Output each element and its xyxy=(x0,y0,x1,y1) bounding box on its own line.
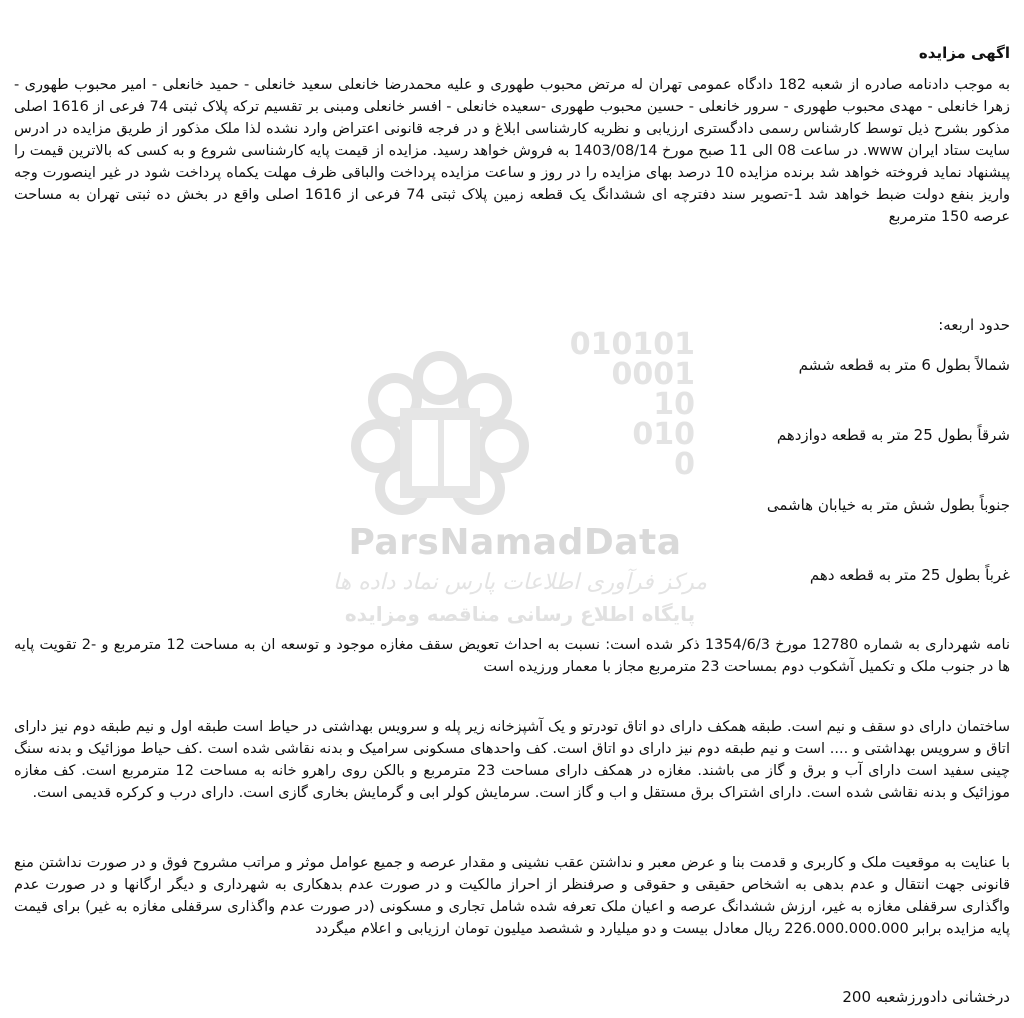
boundary-west: غرباً بطول 25 متر به قطعه دهم xyxy=(809,566,1010,584)
watermark-brand: ParsNamadData xyxy=(348,522,682,563)
municipality-paragraph: نامه شهرداری به شماره 12780 مورخ 1354/6/3 ذکر شده است: نسبت به احداث تعویض سقف مغازه موجود و توسعه ان به مساحت 12 مترمربع و -2 تقویت پایه ها در جنوب ملک و تکمیل آشکوب دوم بمساحت 23 مترمربع مجاز با معمار ورزیده است xyxy=(14,637,1010,675)
watermark xyxy=(300,327,730,650)
watermark-line-1: مرکز فرآوری اطلاعات پارس نماد داده ها xyxy=(332,570,708,595)
watermark-line-2: پایگاه اطلاع رسانی مناقصه ومزایده xyxy=(344,602,696,626)
document-title: اگهی مزایده xyxy=(918,44,1010,62)
watermark-logo-icon xyxy=(340,338,540,518)
boundary-north: شمالاً بطول 6 متر به قطعه ششم xyxy=(798,356,1010,374)
boundary-east: شرقاً بطول 25 متر به قطعه دوازدهم xyxy=(776,426,1010,444)
intro-paragraph: به موجب دادنامه صادره از شعبه 182 دادگاه عمومی تهران له مرتض محبوب طهوری و علیه محمدرضا خانعلی سعید خانعلی - حمید خانعلی - امیر محبوب طهوری - زهرا خانعلی - مهدی محبوب طهوری - سرور خانعلی - حسین محبوب طهوری -سعیده خانعلی - افسر خانعلی ومبنی بر تقسیم ترکه پلاک ثبتی 74 فرعی از 1616 اصلی مذکور بشرح ذیل توسط کارشناس رسمی دادگستری ارزیابی و نظریه کارشناسی ابلاغ و در فرجه قانونی اعتراض وارد نشده لذا ملک مذکور از طریق مزایده در ادرس سایت ستاد ایران www. در ساعت 08 الی 11 صبح مورخ 1403/08/14 به فروش خواهد رسید. مزایده از قیمت پایه کارشناسی شروع و به کسی که بالاترین قیمت را پیشنهاد نماید فروخته خواهد شد برنده مزایده 10 درصد بهای مزایده را در روز و ساعت مزایده پرداخت والباقی ظرف مهلت یکماه پرداخت شود در غیر اینصورت وجه واریز بنفع دولت ضبط خواهد شد 1-تصویر سند دفترچه ای ششدانگ یک قطعه زمین پلاک ثبتی 74 فرعی از 1616 اصلی واقع در بخش ده ثبتی تهران به مساحت عرصه 150 مترمربع xyxy=(14,77,1011,225)
signature: درخشانی دادورزشعبه 200 xyxy=(842,988,1010,1006)
boundaries-title: حدود اربعه: xyxy=(938,316,1010,334)
valuation-paragraph: با عنایت به موقعیت ملک و کاربری و قدمت بنا و عرض معبر و نداشتن عقب نشینی و مقدار عرصه و جمیع عوامل موثر و مراتب مشروح فوق و در صورت نداشتن منع قانونی جهت انتقال و عدم بدهی به اشخاص حقیقی و حقوقی و صرفنظر از احراز مالکیت و در صورت عدم بدهکاری به شهرداری و دیگر ارگانها و در صورت عدم واگذاری سرقفلی مغازه به غیر، ارزش ششدانگ عرصه و اعیان ملک تعرفه شده شامل تجاری و مسکونی (در صورت عدم واگذاری سرقفلی مغازه به غیر) برای قیمت پایه مزایده برابر 226.000.000.000 ریال معادل بیست و دو میلیارد و ششصد میلیون تومان ارزیابی و اعلام میگردد xyxy=(14,855,1010,937)
watermark-digits: 010101 0001 10 010 0 xyxy=(569,327,695,482)
building-paragraph: ساختمان دارای دو سقف و نیم است. طبقه همکف دارای دو اتاق تودرتو و یک آشپزخانه زیر پله و سرویس بهداشتی در حیاط است طبقه اول و نیم طبقه دوم نیز دارای اتاق و سرویس بهداشتی و .... است و نیم طبقه دوم نیز دارای دو اتاق است. کف واحدهای مسکونی سرامیک و بدنه نقاشی شده است .کف حیاط موزائیک و بدنه سنگ چینی سفید است دارای آب و برق و گاز می باشند. مغازه در همکف دارای مساحت 23 مترمربع و بالکن روی راهرو خانه به مساحت 12 مترمربع است. کف مغازه موزائیک و بدنه نقاشی شده است. دارای اشتراک برق مستقل و اب و گاز است. سرمایش کولر ابی و گرمایش بخاری گازی است. دارای درب و کرکره قدیمی است. xyxy=(14,719,1010,801)
boundary-south: جنوباً بطول شش متر به خیابان هاشمی xyxy=(766,496,1010,514)
